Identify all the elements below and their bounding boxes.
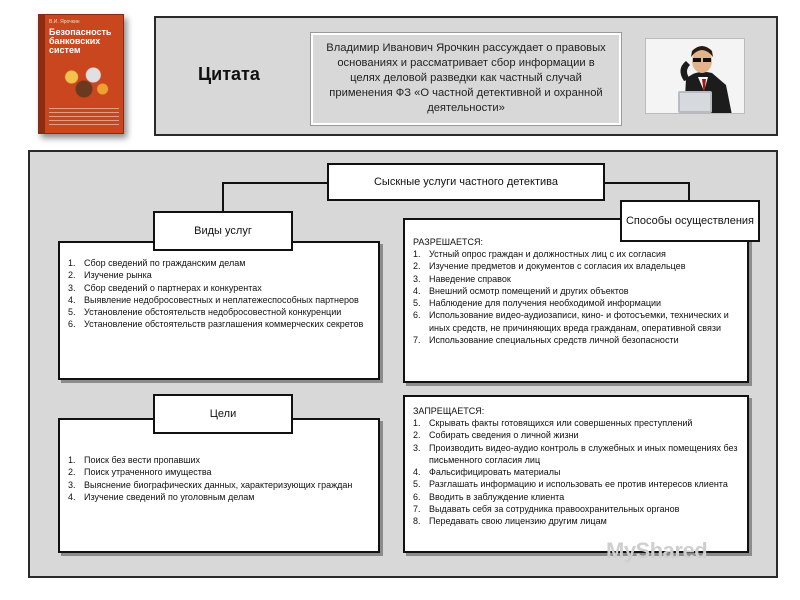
allowed-box [403, 218, 749, 383]
list-item: 3. Выяснение биографических данных, характеризующих граждан [68, 479, 353, 490]
list-item: 6. Установление обстоятельств разглашения коммерческих секретов [68, 319, 364, 330]
book-illustration [53, 61, 115, 101]
book-spine [39, 15, 45, 133]
list-item: 1. Поиск без вести пропавших [68, 455, 201, 465]
list-item: 5. Установление обстоятельств недобросовестной конкуренции [68, 307, 342, 318]
list-item: 4. Выявление недобросовестных и неплатежеспособных партнеров [68, 294, 359, 305]
goals-header-label: Цели [209, 408, 237, 420]
forbidden-list [413, 417, 739, 528]
list-item: 2. Собирать сведения о личной жизни [413, 430, 579, 441]
allowed-list [413, 248, 739, 346]
book-cover [38, 14, 124, 134]
list-item: 6. Вводить в заблуждение клиента [413, 491, 565, 502]
services-box [58, 241, 380, 380]
allowed-caption: РАЗРЕШАЕТСЯ: [413, 237, 483, 247]
services-list [68, 257, 370, 331]
detective-photo [645, 38, 745, 114]
connector-right-horizontal [604, 182, 690, 184]
forbidden-caption: ЗАПРЕЩАЕТСЯ: [413, 406, 485, 416]
services-header-label: Виды услуг [194, 225, 252, 237]
list-item: 5. Наблюдение для получения необходимой информации [413, 298, 662, 309]
list-item: 3. Производить видео-аудио контроль в служебных и иных помещениях без письменного согласия лиц [413, 442, 738, 465]
book-bottom-text [49, 108, 119, 128]
list-item: 1. Устный опрос граждан и должностных лиц с их согласия [413, 249, 666, 259]
forbidden-box [403, 395, 749, 553]
list-item: 4. Изучение сведений по уголовным делам [68, 491, 255, 502]
goals-header [153, 394, 293, 434]
watermark-text: MyShared [606, 538, 708, 563]
root-node-label: Сыскные услуги частного детектива [373, 176, 558, 188]
book-author: В.И. Ярочкин [49, 19, 80, 25]
watermark [606, 538, 707, 564]
goals-box [58, 418, 380, 553]
methods-header [620, 200, 760, 242]
connector-right-vertical [688, 182, 690, 202]
list-item: 2. Поиск утраченного имущества [68, 467, 212, 478]
list-item: 2. Изучение предметов и документов с согласия их владельцев [413, 261, 686, 272]
list-item: 7. Использование специальных средств личной безопасности [413, 335, 679, 346]
list-item: 5. Разглашать информацию и использовать ее против интересов клиента [413, 479, 728, 490]
list-item: 2. Изучение рынка [68, 270, 152, 281]
connector-left-vertical [222, 182, 224, 214]
list-item: 6. Использование видео-аудиозаписи, кино- и фотосъемки, технических и иных средств, не причиняющих вреда гражданам, оперативной связи [413, 310, 729, 333]
list-item: 1. Сбор сведений по гражданским делам [68, 258, 246, 268]
list-item: 7. Выдавать себя за сотрудника правоохранительных органов [413, 504, 680, 515]
list-item: 4. Фальсифицировать материалы [413, 467, 561, 478]
goals-list [68, 454, 370, 503]
services-header [153, 211, 293, 251]
quote-text: Владимир Иванович Ярочкин рассуждает о правовых основаниях и рассматривает сбор информации в целях деловой разведки как частный случай применения ФЗ «О частной детективной и охранной деятельности» [311, 33, 621, 125]
book-title: Безопасность банковских систем [49, 27, 112, 55]
methods-header-label: Способы осуществления [625, 215, 755, 227]
connector-left-horizontal [222, 182, 328, 184]
man-with-laptop-icon [646, 39, 745, 114]
quote-label: Цитата [198, 64, 260, 84]
list-item: 4. Внешний осмотр помещений и других объектов [413, 285, 629, 296]
list-item: 3. Наведение справок [413, 273, 511, 284]
list-item: 1. Скрывать факты готовящихся или совершенных преступлений [413, 418, 693, 428]
list-item: 3. Сбор сведений о партнерах и конкурентах [68, 282, 262, 293]
list-item: 8. Передавать свою лицензию другим лицам [413, 516, 607, 527]
root-node [327, 163, 605, 201]
